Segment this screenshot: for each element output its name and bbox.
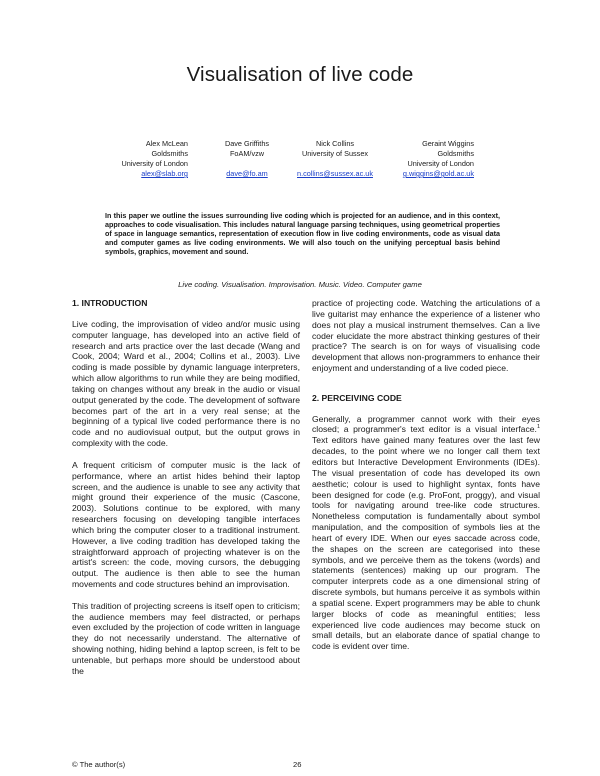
author-name: Nick Collins	[315, 139, 355, 148]
author-email-link[interactable]: dave@fo.am	[226, 169, 268, 178]
author-affiliation: Goldsmiths	[437, 149, 474, 158]
author-name: Alex McLean	[145, 139, 188, 148]
author-affiliation: University of Sussex	[301, 149, 369, 158]
section-heading-introduction: 1. INTRODUCTION	[72, 298, 148, 308]
author-block-2	[212, 139, 282, 179]
author-affiliation: FoAM/vzw	[229, 149, 265, 158]
copyright-notice: © The author(s)	[72, 760, 126, 769]
paper-title: Visualisation of live code	[186, 63, 414, 86]
paragraph: practice of projecting code. Watching the articulations of a live guitarist may enhance the experience of a listener who does not play a musical instrument themselves. Can a live coder elucidate the more abstract thinking gestures of their practice? The search is on for ways of visualising code development that allows non-programmers to enhance their enjoyment and understanding of a live coded piece.	[312, 298, 540, 374]
paragraph: A frequent criticism of computer music is the lack of performance, where an artist hides behind their laptop screen, and the audience is unable to see any activity that might ground their experience of the music (Cascone, 2003). Solutions continue to be explored, with many researchers focusing on developing tangible interfaces which bring the computer closer to a traditional instrument. However, a live coding tradition has developed taking the straightforward approach of projecting whatever is on the artist's screen: the code, moving cursors, the debugging output. The audience is then able to see the human movements and code structures behind an improvisation.	[72, 459, 300, 590]
paragraph-text: Generally, a programmer cannot work with their eyes closed; a programmer's text editor is a visual interface.	[312, 413, 540, 435]
page-number: 26	[293, 760, 302, 769]
left-column	[72, 298, 300, 688]
section-heading-perceiving-code: 2. PERCEIVING CODE	[312, 392, 402, 403]
author-block-1	[118, 139, 188, 179]
author-name: Dave Griffiths	[224, 139, 270, 148]
author-email-link[interactable]: n.collins@sussex.ac.uk	[297, 169, 373, 178]
author-email-link[interactable]: alex@slab.org	[141, 169, 188, 178]
author-block-3	[286, 139, 384, 179]
right-column	[312, 298, 540, 663]
author-affiliation-2: University of London	[121, 159, 188, 168]
author-email-link[interactable]: g.wiggins@gold.ac.uk	[402, 169, 474, 178]
author-block-4	[382, 139, 474, 179]
author-affiliation: Goldsmiths	[151, 149, 188, 158]
paragraph-text: Text editors have gained many features over the last few decades, to the point where we no longer call them text editors but Interactive Development Environments (IDEs). The visual presentation of code has developed its own aesthetic; colour is used to highlight syntax, fonts have been designed for code (e.g. ProFont, proggy), and visual tools for navigating around tree-like code structures. Nonetheless computation is fundamentally about symbol manipulation, and the composition of symbols lies at the heart of every IDE. When our eyes saccade across code, the shapes on the screen are categorised into these symbols, and we perceive them as the tokens (words) and statements (sentences) making up our program. The computer interprets code as a one dimensional string of discrete symbols, but humans perceive it as symbols within a spatial scene. Expert programmers may be able to chunk larger blocks of code as meaningful entities; less experienced live code audiences may become stuck on small details, but an elaborate dance of spatial change to code is evident over time.	[312, 435, 540, 652]
author-affiliation-2: University of London	[407, 159, 474, 168]
paragraph	[312, 414, 540, 653]
abstract: In this paper we outline the issues surrounding live coding which is projected for an audience, and in this context, approaches to code visualisation. This includes natural language parsing techniques, using geometrical properties of space in language semantics, representation of execution flow in live coding environments, code as visual data and computer games as live coding environments. We will also touch on the unifying perceptual basis behind symbols, graphics, movement and sound.	[105, 211, 500, 256]
keywords: Live coding. Visualisation. Improvisation. Music. Video. Computer game	[178, 280, 422, 289]
paragraph: This tradition of projecting screens is itself open to criticism; the audience members may feel distracted, or perhaps even excluded by the projection of code written in language they do not necessarily understand. The alternative of showing nothing, hiding behind a laptop screen, is felt to be untenable, but perhaps more should be understood about the	[72, 600, 300, 676]
footnote-marker[interactable]: 1	[536, 424, 540, 431]
author-name: Geraint Wiggins	[422, 139, 474, 148]
paragraph: Live coding, the improvisation of video and/or music using computer language, has developed into an active field of research and arts practice over the last decade (Wang and Cook, 2004; Ward et al., 2004; Collins et al., 2003). Live coding is made possible by dynamic language interpreters, which allow algorithms to run while they are being modified, taking on changes without any break in the audio or visual output generated by the code. The development of software becomes part of the art in a very real sense; at the beginning of a typical live coded performance there is no code and no audiovisual output, but the output grows in complexity with the code.	[72, 318, 300, 449]
